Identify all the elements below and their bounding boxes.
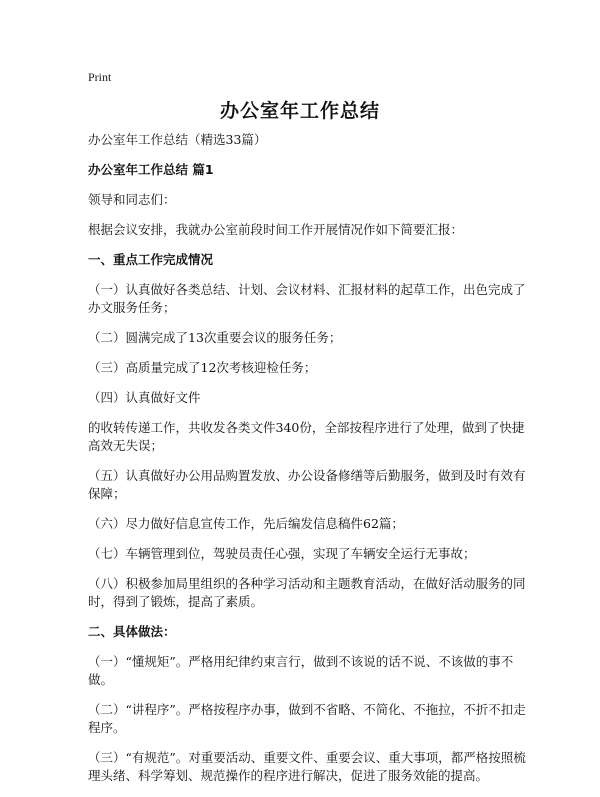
intro-paragraph: 根据会议安排，我就办公室前段时间工作开展情况作如下简要汇报：: [88, 222, 464, 237]
list-item: （五）认真做好办公用品购置发放、办公设备修缮等后勤服务，做到及时有效有保障；: [88, 468, 526, 501]
list-item: （三）高质量完成了12次考核迎检任务；: [88, 360, 317, 375]
greeting-paragraph: 领导和同志们：: [88, 192, 176, 207]
list-item: （二）“讲程序”。严格按程序办事，做到不省略、不简化、不拖拉，不折不扣走程序。: [88, 702, 526, 735]
heading-methods: 二、具体做法：: [88, 624, 176, 639]
list-item: （一）认真做好各类总结、计划、会议材料、汇报材料的起草工作，出色完成了办文服务任务；: [88, 282, 526, 315]
list-item: （三）“有规范”。对重要活动、重要文件、重要会议、重大事项，都严格按照梳理头绪、科学筹划、规范操作的程序进行解决，促进了服务效能的提高。: [88, 750, 526, 783]
document-body: [88, 131, 528, 797]
list-item: （七）车辆管理到位，驾驶员责任心强，实现了车辆安全运行无事故；: [88, 546, 476, 561]
document-subtitle: 办公室年工作总结（精选33篇）: [88, 132, 267, 147]
list-item: （一）“懂规矩”。严格用纪律约束言行，做到不该说的话不说、不该做的事不做。: [88, 654, 514, 687]
print-link[interactable]: Print: [88, 70, 112, 84]
list-item: （八）积极参加局里组织的各种学习活动和主题教育活动，在做好活动服务的同时，得到了锻炼，提高了素质。: [88, 576, 526, 609]
list-item: （二）圆满完成了13次重要会议的服务任务；: [88, 330, 342, 345]
list-item: （四）认真做好文件: [88, 390, 201, 405]
list-item: 的收转传递工作，共收发各类文件340份，全部按程序进行了处理，做到了快捷高效无失误；: [88, 420, 525, 453]
section-title: 办公室年工作总结 篇1: [88, 162, 214, 177]
list-item: （六）尽力做好信息宣传工作，先后编发信息稿件62篇；: [88, 516, 404, 531]
heading-key-work: 一、重点工作完成情况: [88, 252, 214, 267]
document-title: 办公室年工作总结: [219, 100, 380, 122]
